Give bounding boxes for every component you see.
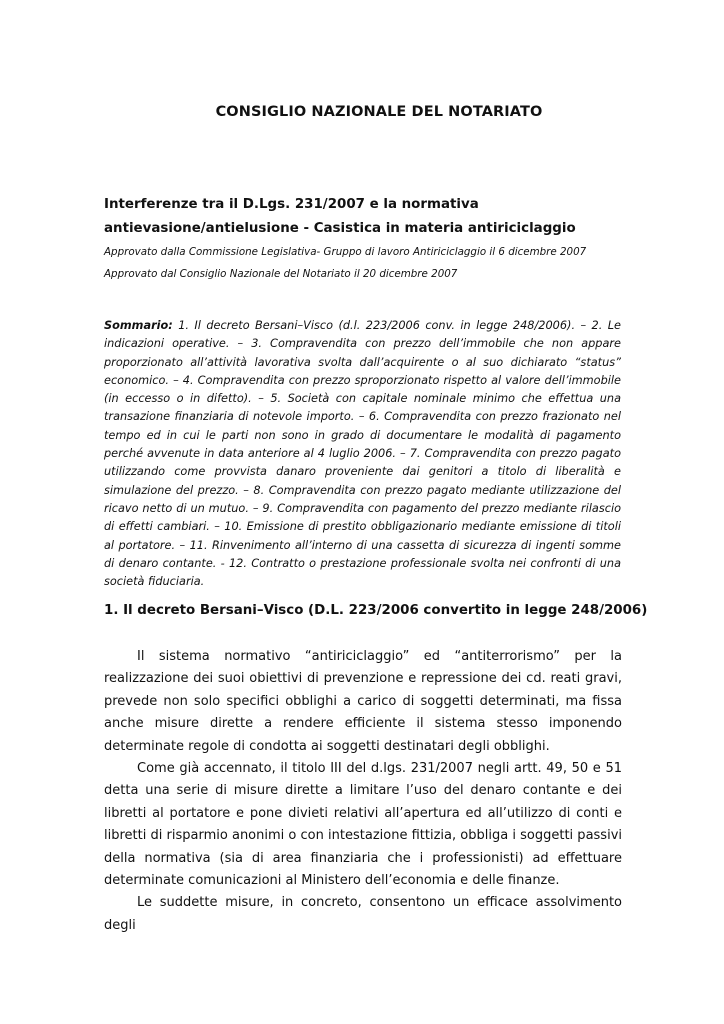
summary-label: Sommario: xyxy=(104,319,173,332)
document-title-block xyxy=(104,193,624,285)
organization-header: CONSIGLIO NAZIONALE DEL NOTARIATO xyxy=(215,104,543,120)
section-body xyxy=(104,646,622,937)
section-heading: 1. Il decreto Bersani–Visco (D.L. 223/2006 convertito in legge 248/2006) xyxy=(104,603,648,618)
approval-note: Approvato dal Consiglio Nazionale del Notariato il 20 dicembre 2007 xyxy=(104,268,458,280)
document-title-line: antievasione/antielusione - Casistica in materia antiriciclaggio xyxy=(104,221,576,236)
summary-paragraph xyxy=(104,317,621,591)
body-paragraph: Come già accennato, il titolo III del d.lgs. 231/2007 negli artt. 49, 50 e 51 detta una serie di misure dirette a limitare l’uso del denaro contante e dei libretti al portatore e pone divieti relativi all’apertura ed all’utilizzo di conti e libretti di risparmio anonimi o con intestazione fittizia, obbliga i soggetti passivi della normativa (sia di area finanziaria che i professionisti) ad effettuare determinate comunicazioni al Ministero dell’economia e delle finanze. xyxy=(104,761,622,889)
body-paragraph: Le suddette misure, in concreto, consentono un efficace assolvimento degli xyxy=(104,895,622,933)
summary-text: 1. Il decreto Bersani–Visco (d.l. 223/2006 conv. in legge 248/2006). – 2. Le indicazioni operative. – 3. Compravendita con prezzo dell’immobile che non appare proporzionato all’attività lavorativa svolta dall’acquirente o al suo dichiarato “status” economico. – 4. Compravendita con prezzo sproporzionato rispetto al valore dell’immobile (in eccesso o in difetto). – 5. Società con capitale nominale minimo che effettua una transazione finanziaria di notevole importo. – 6. Compravendita con prezzo frazionato nel tempo ed in cui le parti non sono in grado di documentare le modalità di pagamento perché avvenute in data anteriore al 4 luglio 2006. – 7. Compravendita con prezzo pagato utilizzando come provvista danaro proveniente dai genitori a titolo di liberalità e simulazione del prezzo. – 8. Compravendita con prezzo pagato mediante utilizzazione del ricavo netto di un mutuo. – 9. Compravendita con pagamento del prezzo mediante rilascio di effetti cambiari. – 10. Emissione di prestito obbligazionario mediante emissione di titoli al portatore. – 11. Rinvenimento all’interno di una cassetta di sicurezza di ingenti somme di denaro contante. - 12. Contratto o prestazione professionale svolta nei confronti di una società fiduciaria. xyxy=(104,319,621,589)
body-paragraph: Il sistema normativo “antiriciclaggio” ed “antiterrorismo” per la realizzazione dei suoi obiettivi di prevenzione e repressione dei cd. reati gravi, prevede non solo specifici obblighi a carico di soggetti determinati, ma fissa anche misure dirette a rendere efficiente il sistema stesso imponendo determinate regole di condotta ai soggetti destinatari degli obblighi. xyxy=(104,649,622,754)
approval-note: Approvato dalla Commissione Legislativa- Gruppo di lavoro Antiriciclaggio il 6 dicembre 2007 xyxy=(104,246,587,258)
document-title-line: Interferenze tra il D.Lgs. 231/2007 e la normativa xyxy=(104,197,479,212)
